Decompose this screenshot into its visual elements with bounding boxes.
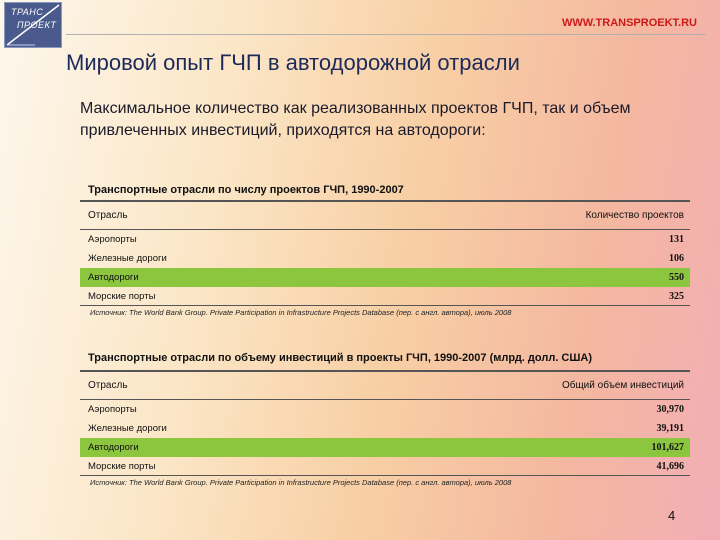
table1-row-name: Морские порты <box>88 290 156 302</box>
header-divider <box>66 34 706 35</box>
logo-text-line2: ПРОЕКТ <box>17 20 57 30</box>
table1-row-name: Автодороги <box>88 272 139 283</box>
table1-row <box>80 230 690 249</box>
table1-row <box>80 249 690 268</box>
logo-text-line1: ТРАНС <box>11 7 44 17</box>
table1-row-value: 325 <box>669 290 684 302</box>
table2-header <box>80 370 690 400</box>
table2-row-value: 30,970 <box>656 404 684 415</box>
page-number: 4 <box>668 508 676 523</box>
table2-row-value: 101,627 <box>651 442 684 453</box>
table1-row-highlighted <box>80 268 690 287</box>
table1-row-name: Железные дороги <box>88 253 167 264</box>
table1-row-value: 106 <box>669 253 684 264</box>
table1-source: Источник: The World Bank Group. Private Participation in Infrastructure Projects Database (пер. с англ. автора), июль 2008 <box>90 308 512 317</box>
table1-col2-header: Количество проектов <box>585 210 684 221</box>
table2-source: Источник: The World Bank Group. Private Participation in Infrastructure Projects Database (пер. с англ. автора), июль 2008 <box>90 478 512 487</box>
table2-row <box>80 400 690 419</box>
page-title: Мировой опыт ГЧП в автодорожной отрасли <box>66 50 520 75</box>
table1-header <box>80 200 690 230</box>
table2-row-value: 39,191 <box>656 423 684 434</box>
table1 <box>80 200 690 306</box>
table2-row-name: Морские порты <box>88 460 156 472</box>
site-url[interactable]: WWW.TRANSPROEKT.RU <box>561 17 697 29</box>
table1-title: Транспортные отрасли по числу проектов ГЧП, 1990-2007 <box>88 184 404 196</box>
table2-row <box>80 419 690 438</box>
table1-row-name: Аэропорты <box>88 234 137 245</box>
table2-row-name: Железные дороги <box>88 423 167 434</box>
table1-row-value: 550 <box>669 272 684 283</box>
transproekt-logo-icon <box>4 2 62 48</box>
table2-row-highlighted <box>80 438 690 457</box>
intro-text: Максимальное количество как реализованных проектов ГЧП, так и объем привлеченных инвестиций, приходятся на автодороги: <box>80 100 631 139</box>
table2-row-name: Аэропорты <box>88 404 137 415</box>
table2-row <box>80 457 690 476</box>
table1-row-value: 131 <box>669 234 684 245</box>
table1-col1-header: Отрасль <box>88 210 128 221</box>
table2-title: Транспортные отрасли по объему инвестиций в проекты ГЧП, 1990-2007 (млрд. долл. США) <box>88 352 593 364</box>
table2 <box>80 370 690 476</box>
table2-col1-header: Отрасль <box>88 380 128 391</box>
table2-row-value: 41,696 <box>656 460 684 472</box>
table2-row-name: Автодороги <box>88 442 139 453</box>
table1-row <box>80 287 690 306</box>
table2-col2-header: Общий объем инвестиций <box>561 380 684 391</box>
